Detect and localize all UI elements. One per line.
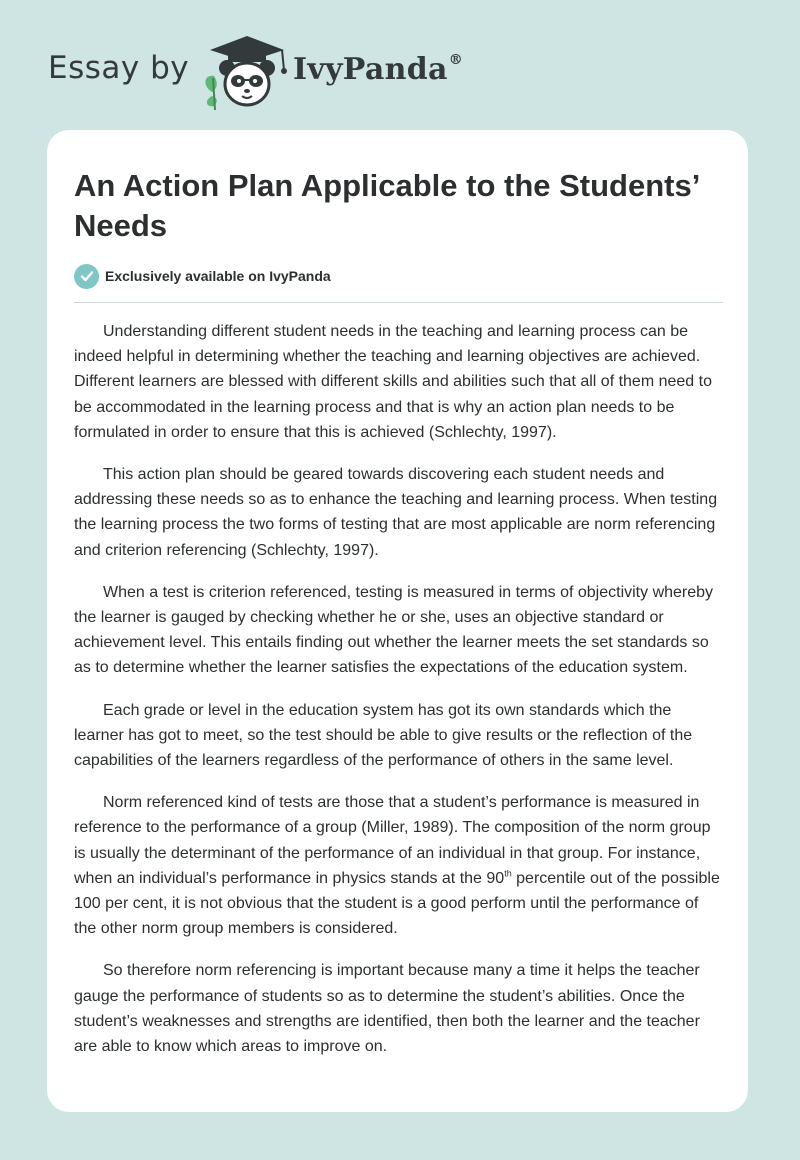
check-circle-icon (74, 264, 99, 289)
exclusive-badge-label: Exclusively available on IvyPanda (105, 268, 331, 284)
exclusive-badge (74, 263, 331, 289)
essay-by-label: Essay by (48, 50, 190, 86)
paragraph: When a test is criterion referenced, testing is measured in terms of objectivity whereby the learner is gauged by checking whether he or she, uses an objective standard or achievement level. This entails finding out whether the learner meets the set standards so as to determine whether the learner satisfies the expectations of the education system. (74, 583, 714, 677)
essay-card (47, 130, 748, 1112)
paragraph: This action plan should be geared towards discovering each student needs and addressing these needs so as to enhance the teaching and learning process. When testing the learning process the two forms of testing that are most applicable are norm referencing and criterion referencing (Schlechty, 1997). (74, 466, 718, 559)
paragraph: So therefore norm referencing is important because many a time it helps the teacher gauge the performance of students so as to determine the student’s abilities. Once the student’s weaknesses and strengths are identified, then both the learner and the teacher are able to know which areas to improve on. (74, 962, 700, 1056)
panda-graduate-icon[interactable] (198, 34, 296, 110)
trademark-symbol: ® (448, 52, 464, 68)
superscript: th (504, 868, 512, 879)
essay-title: An Action Plan Applicable to the Students’ Needs (74, 168, 699, 243)
brand-name[interactable]: IvyPanda® (293, 52, 464, 87)
paragraph: Norm referenced kind of tests are those that a student’s performance is measured in reference to the performance of a group (Miller, 1989). The composition of the norm group is usually the determinant of the performance of an individual in that group. For instance, when an individual’s performance in physics stands at the 90th percentile out of the possible 100 per cent, it is not obvious that the student is a good perform until the performance of the other norm group members is considered. (74, 794, 720, 938)
divider (74, 302, 723, 303)
paragraph: Each grade or level in the education system has got its own standards which the learner has got to meet, so the test should be able to give results or the reflection of the capabilities of the learners regardless of the performance of others in the same level. (74, 701, 693, 770)
paragraph: Understanding different student needs in the teaching and learning process can be indeed helpful in determining whether the teaching and learning objectives are achieved. Different learners are blessed with different skills and abilities such that all of them need to be accommodated in the learning process and that is why an action plan needs to be formulated in order to ensure that this is achieved (Schlechty, 1997). (74, 323, 712, 441)
site-header (0, 0, 800, 120)
essay-body (74, 319, 725, 1076)
